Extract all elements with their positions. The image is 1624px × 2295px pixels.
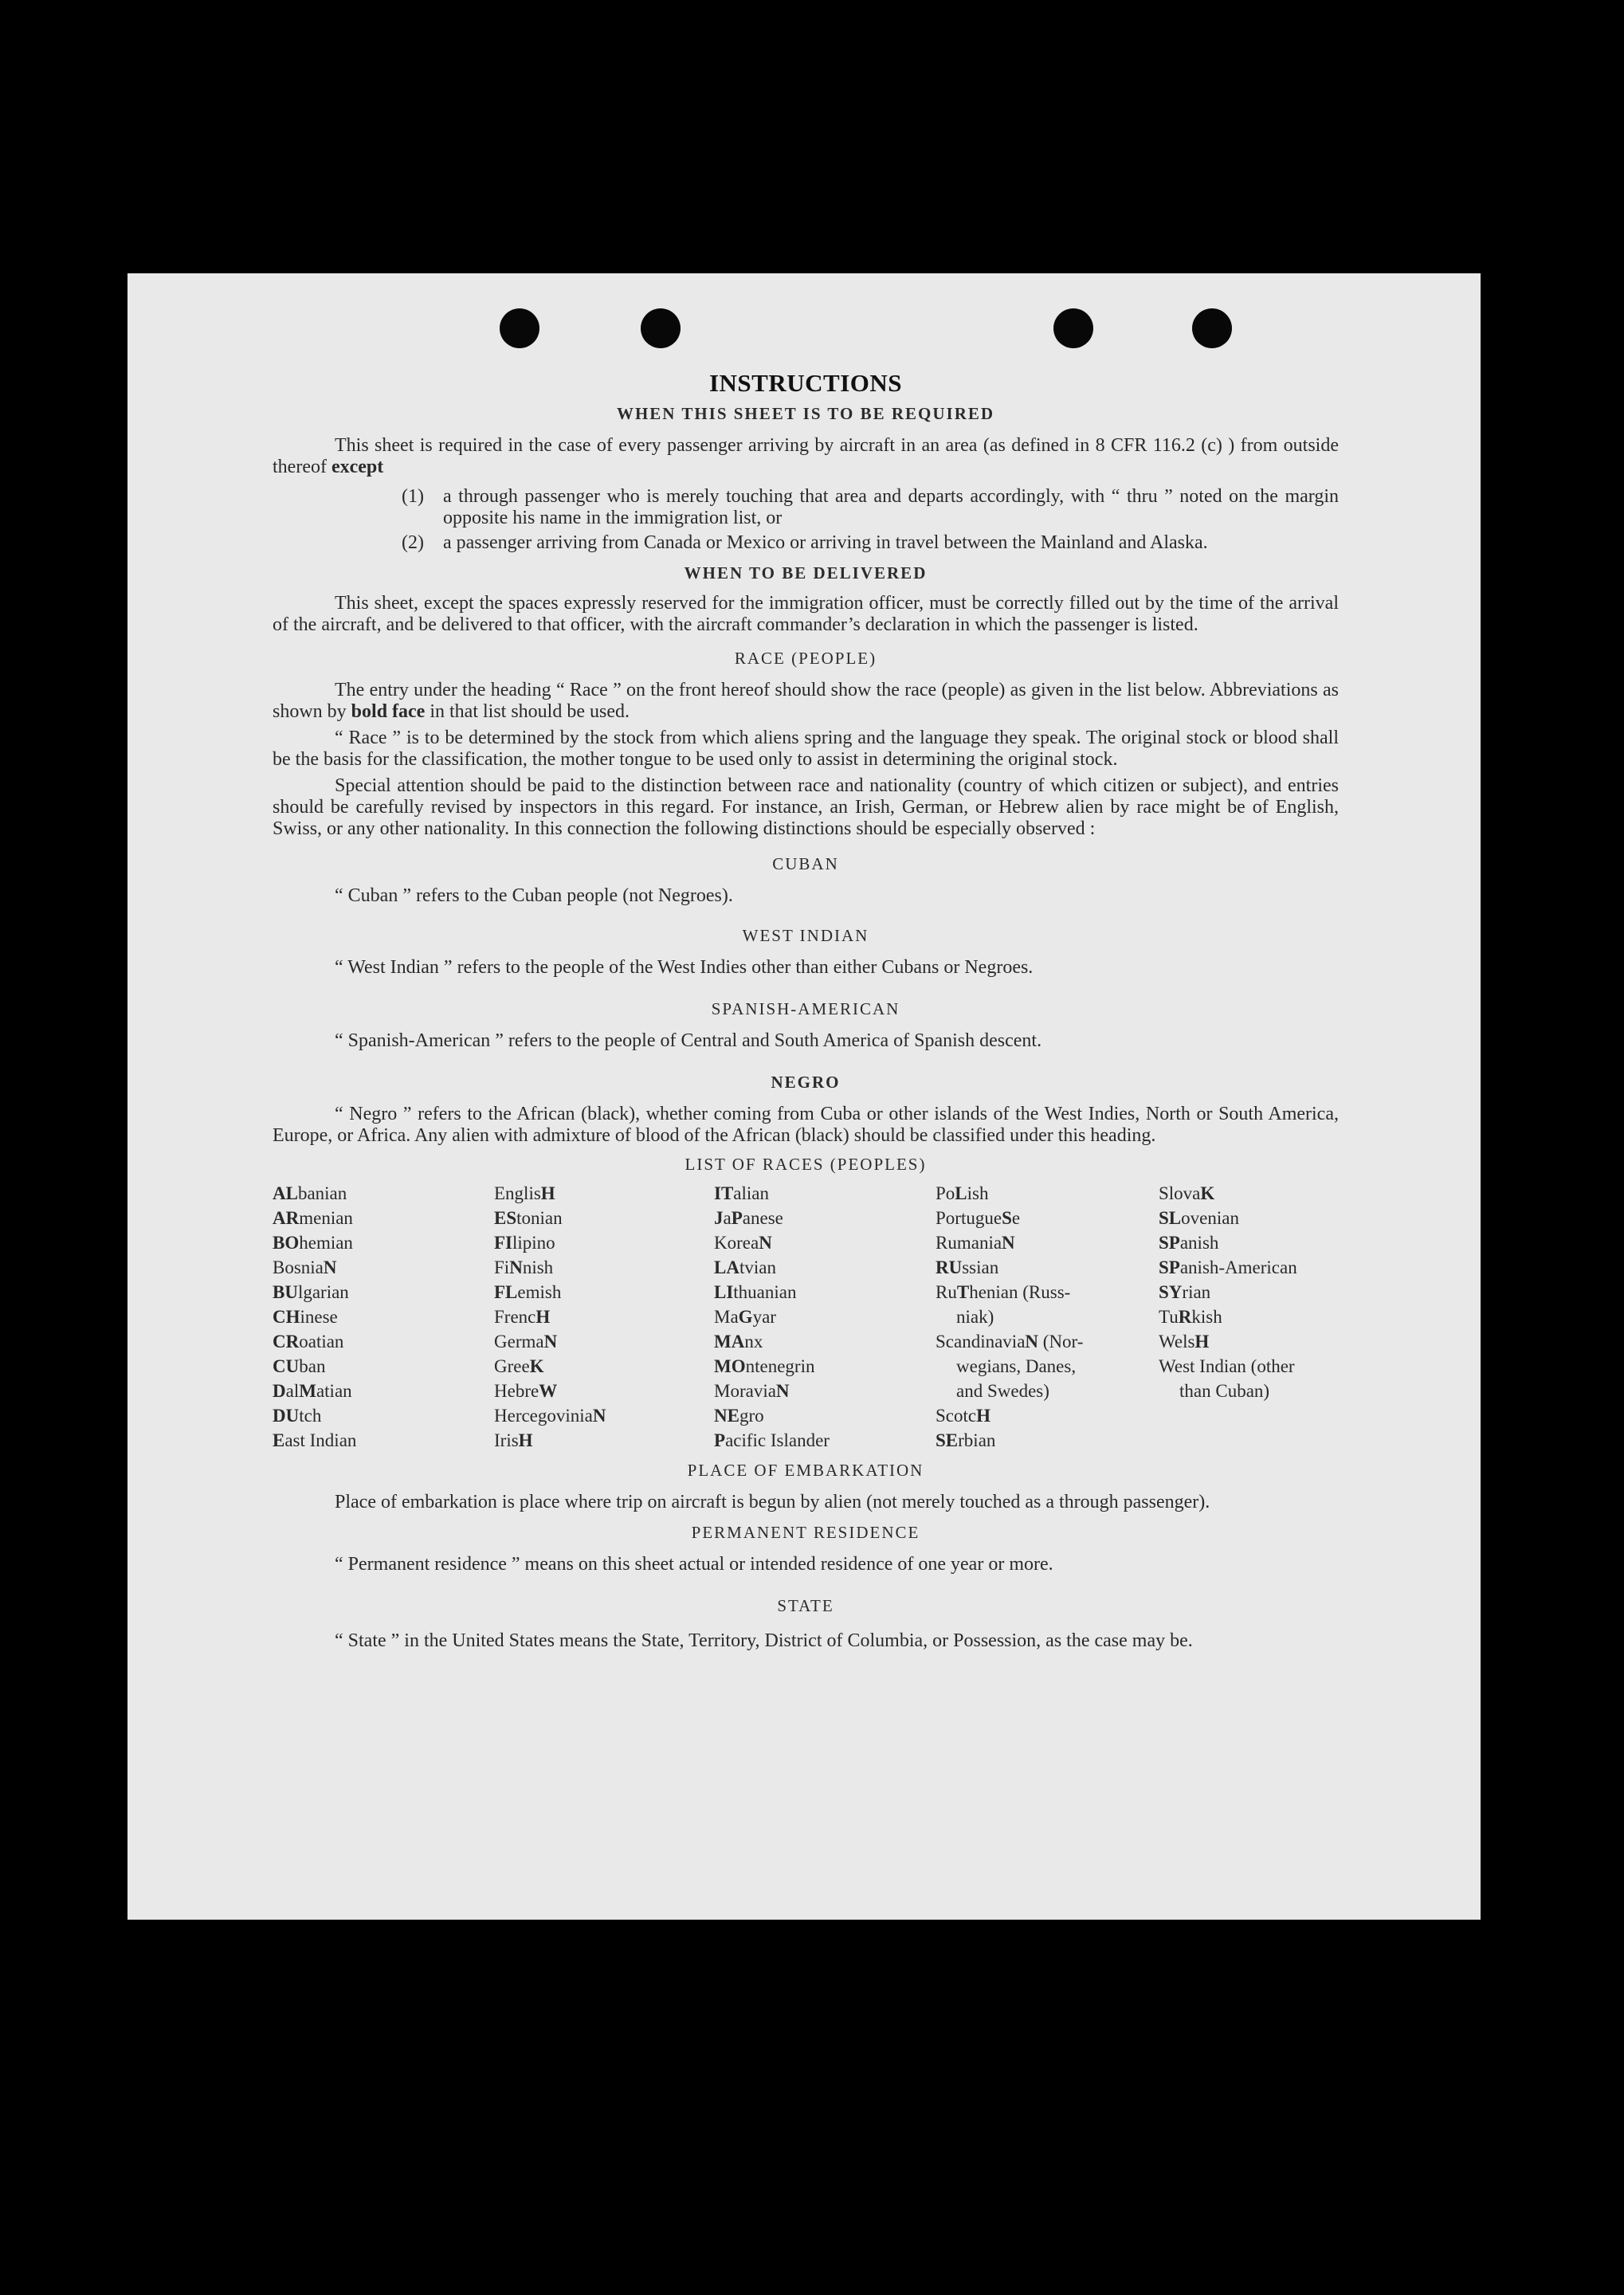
state-text: “ State ” in the United States means the State, Territory, District of Columbia, or Possession, as the case may be. bbox=[335, 1630, 1193, 1651]
punch-hole bbox=[1192, 308, 1232, 348]
race-entry: RumaniaN bbox=[936, 1233, 1015, 1253]
required-item: (1) a through passenger who is merely touching that area and departs accordingly, with “ thru ” noted on the margin opposite his name in the immigration list, or bbox=[402, 486, 1339, 528]
race-entry: PoLish bbox=[936, 1183, 989, 1203]
race-entry: SPanish-American bbox=[1159, 1257, 1297, 1277]
spanish-american-text: “ Spanish-American ” refers to the people of Central and South America of Spanish descent. bbox=[335, 1030, 1042, 1051]
race-entry: JaPanese bbox=[714, 1208, 783, 1228]
race-entry: FiNnish bbox=[494, 1257, 554, 1277]
except-bold: except bbox=[331, 457, 384, 477]
section-heading-race: RACE (PEOPLE) bbox=[734, 649, 877, 668]
document-sheet bbox=[127, 273, 1481, 1920]
race-entry: SYrian bbox=[1159, 1282, 1211, 1302]
west-indian-text: “ West Indian ” refers to the people of the West Indies other than either Cubans or Negroes. bbox=[335, 957, 1034, 978]
negro-text: “ Negro ” refers to the African (black), whether coming from Cuba or other islands of the West Indies, North or South America, Europe, or Africa. Any alien with admixture of blood of the African (black) should be classified under this heading. bbox=[273, 1104, 1339, 1146]
race-entry: CUban bbox=[273, 1356, 326, 1376]
race-entry: SLovenian bbox=[1159, 1208, 1239, 1228]
race-entry: niak) bbox=[956, 1307, 994, 1327]
race-entry: FLemish bbox=[494, 1282, 562, 1302]
race-entry: WelsH bbox=[1159, 1332, 1210, 1352]
required-intro: This sheet is required in the case of every passenger arriving by aircraft in an area (as defined in 8 CFR 116.2 (c) ) from outside thereof except bbox=[273, 435, 1339, 477]
section-heading-spanish-american: SPANISH-AMERICAN bbox=[711, 999, 900, 1018]
race-entry: than Cuban) bbox=[1179, 1381, 1270, 1401]
race-column bbox=[1159, 1181, 1339, 1453]
race-entry: BosniaN bbox=[273, 1257, 337, 1277]
race-paragraph-1: The entry under the heading “ Race ” on the front hereof should show the race (people) as given in the list below. Abbreviations as shown by bold face in that list should be used. bbox=[273, 680, 1339, 722]
race-entry: FIlipino bbox=[494, 1233, 555, 1253]
race-entry: SlovaK bbox=[1159, 1183, 1215, 1203]
race-column bbox=[494, 1181, 714, 1453]
section-heading-cuban: CUBAN bbox=[772, 854, 839, 873]
race-entry: Pacific Islander bbox=[714, 1430, 830, 1450]
race-paragraph-3: Special attention should be paid to the distinction between race and nationality (country of which citizen or subject), and entries should be carefully revised by inspectors in this regard. For instance, an Irish, German, or Hebrew alien by race might be of English, Swiss, or any other nationality. In this connection the following distinctions should be especially observed : bbox=[273, 775, 1339, 839]
race-entry: LIthuanian bbox=[714, 1282, 797, 1302]
cuban-text: “ Cuban ” refers to the Cuban people (not Negroes). bbox=[335, 885, 733, 906]
race-entry: GermaN bbox=[494, 1332, 558, 1352]
delivered-text: This sheet, except the spaces expressly reserved for the immigration officer, must be correctly filled out by the time of the arrival of the aircraft, and be delivered to that officer, with the aircraft commander’s declaration in which the passenger is listed. bbox=[273, 593, 1339, 635]
race-list bbox=[273, 1181, 1339, 1453]
race-entry: and Swedes) bbox=[956, 1381, 1049, 1401]
section-heading-delivered: WHEN TO BE DELIVERED bbox=[684, 563, 928, 583]
race-entry: ScandinaviaN (Nor- bbox=[936, 1332, 1084, 1352]
race-column bbox=[936, 1181, 1159, 1453]
race-entry: ALbanian bbox=[273, 1183, 347, 1203]
race-entry: MAnx bbox=[714, 1332, 763, 1352]
race-entry: MoraviaN bbox=[714, 1381, 790, 1401]
race-entry: CHinese bbox=[273, 1307, 338, 1327]
race-column bbox=[273, 1181, 494, 1453]
race-entry: GreeK bbox=[494, 1356, 544, 1376]
race-column bbox=[714, 1181, 936, 1453]
race-entry: KoreaN bbox=[714, 1233, 772, 1253]
race-entry: DalMatian bbox=[273, 1381, 352, 1401]
race-entry: East Indian bbox=[273, 1430, 357, 1450]
required-item: (2) a passenger arriving from Canada or Mexico or arriving in travel between the Mainland and Alaska. bbox=[402, 532, 1208, 553]
race-entry: wegians, Danes, bbox=[956, 1356, 1077, 1376]
race-entry: HercegoviniaN bbox=[494, 1406, 606, 1426]
race-entry: MaGyar bbox=[714, 1307, 776, 1327]
race-entry: CRoatian bbox=[273, 1332, 344, 1352]
section-heading-residence: PERMANENT RESIDENCE bbox=[691, 1523, 920, 1542]
race-entry: HebreW bbox=[494, 1381, 558, 1401]
race-entry: IrisH bbox=[494, 1430, 533, 1450]
race-entry: TuRkish bbox=[1159, 1307, 1222, 1327]
race-paragraph-2: “ Race ” is to be determined by the stock from which aliens spring and the language they speak. The original stock or blood shall be the basis for the classification, the mother tongue to be used only to assist in determining the original stock. bbox=[273, 728, 1339, 770]
punch-hole bbox=[641, 308, 681, 348]
race-entry: BOhemian bbox=[273, 1233, 353, 1253]
section-heading-state: STATE bbox=[777, 1596, 834, 1615]
race-entry: FrencH bbox=[494, 1307, 551, 1327]
race-entry: ARmenian bbox=[273, 1208, 353, 1228]
punch-hole bbox=[1053, 308, 1093, 348]
section-heading-negro: NEGRO bbox=[771, 1073, 841, 1092]
race-entry: RuThenian (Russ- bbox=[936, 1282, 1071, 1302]
race-entry: West Indian (other bbox=[1159, 1356, 1295, 1376]
race-entry: BUlgarian bbox=[273, 1282, 349, 1302]
race-entry: MOntenegrin bbox=[714, 1356, 815, 1376]
race-entry: SPanish bbox=[1159, 1233, 1219, 1253]
residence-text: “ Permanent residence ” means on this sheet actual or intended residence of one year or more. bbox=[335, 1554, 1053, 1575]
embarkation-text: Place of embarkation is place where trip on aircraft is begun by alien (not merely touched as a through passenger). bbox=[335, 1492, 1210, 1512]
race-entry: SErbian bbox=[936, 1430, 996, 1450]
race-entry: ITalian bbox=[714, 1183, 769, 1203]
race-entry: NEgro bbox=[714, 1406, 764, 1426]
section-heading-embarkation: PLACE OF EMBARKATION bbox=[687, 1461, 924, 1480]
race-entry: LAtvian bbox=[714, 1257, 776, 1277]
page-title: INSTRUCTIONS bbox=[708, 369, 902, 397]
race-entry: RUssian bbox=[936, 1257, 999, 1277]
section-heading-west-indian: WEST INDIAN bbox=[742, 926, 869, 945]
race-entry: ScotcH bbox=[936, 1406, 990, 1426]
race-entry: PortugueSe bbox=[936, 1208, 1021, 1228]
section-heading-required: WHEN THIS SHEET IS TO BE REQUIRED bbox=[616, 404, 995, 423]
punch-hole bbox=[500, 308, 539, 348]
race-entry: DUtch bbox=[273, 1406, 322, 1426]
section-heading-list: LIST OF RACES (PEOPLES) bbox=[685, 1155, 927, 1174]
race-entry: EnglisH bbox=[494, 1183, 555, 1203]
race-entry: EStonian bbox=[494, 1208, 563, 1228]
instructions-content bbox=[273, 369, 1339, 1654]
